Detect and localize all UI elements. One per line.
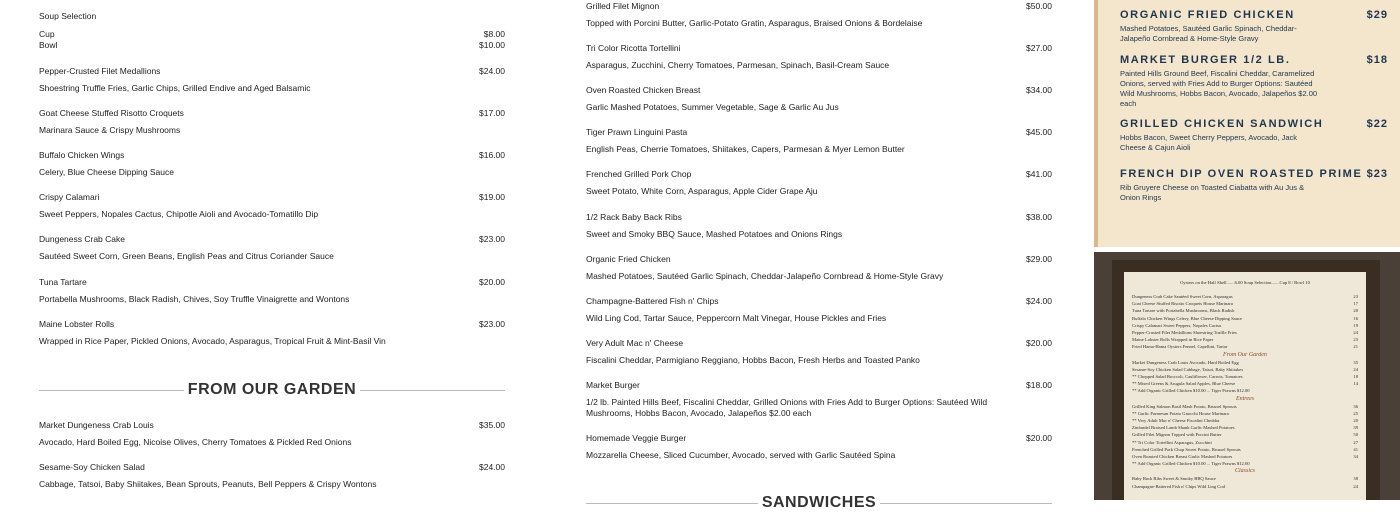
paper-line-text: Pepper-Crusted Filet Medallions Shoestring Truffle Fries: [1132, 330, 1237, 335]
menu-item-name: Very Adult Mac n' Cheese: [586, 337, 684, 348]
menu-item-name: Buffalo Chicken Wings: [39, 150, 125, 161]
paper-line-text: Crispy Calamari Sweet Peppers, Nopales Cactus: [1132, 322, 1222, 328]
paper-line-text: Buffalo Chicken Wings Celery, Blue Cheese Dipping Sauce: [1132, 315, 1243, 321]
board-item-description: Hobbs Bacon, Sweet Cherry Peppers, Avocado, Jack Cheese & Cajun Aioli: [1120, 133, 1298, 152]
menu-item-price: $19.00: [479, 192, 505, 203]
board-menu-item: [1120, 118, 1388, 153]
paper-line-text: Tuna Tartare with Portabella Mushrooms, Black Radish: [1132, 308, 1235, 314]
paper-menu-line: [1132, 476, 1358, 482]
paper-menu-line: [1132, 425, 1358, 431]
paper-line-price: 21: [1353, 344, 1358, 350]
menu-item-name: Organic Fried Chicken: [586, 253, 671, 264]
menu-item-price: $16.00: [479, 150, 505, 161]
menu-item-description: English Peas, Cherrie Tomatoes, Shiitakes, Capers, Parmesan & Myer Lemon Butter: [586, 144, 905, 155]
paper-menu-line: [1132, 447, 1358, 453]
menu-item-price: $24.00: [479, 66, 505, 76]
paper-menu-line: [1132, 367, 1358, 373]
paper-line-price: 18: [1353, 374, 1358, 379]
menu-item-name: Pepper-Crusted Filet Medallions: [39, 66, 161, 76]
paper-line-text: Sesame-Soy Chicken Salad Cabbage, Tatsoi, Baby Shiitakes: [1132, 366, 1244, 372]
menu-paper: [1124, 272, 1366, 500]
soup-option-name: Bowl: [39, 40, 58, 50]
paper-line-text: ** Chopped Salad Broccoli, Cauliflower, Carrots, Tomatoes: [1132, 374, 1243, 379]
menu-item-name: Homemade Veggie Burger: [586, 433, 687, 443]
paper-line-price: 24: [1353, 366, 1358, 372]
board-item-description: Painted Hills Ground Beef, Fiscalini Cheddar, Caramelized Onions, served with Fries Add to Burger Options: Sautéed Wild Mushrooms, Hobbs Bacon, Avocado, Jalapeños $2.00 each: [1120, 69, 1318, 108]
paper-line-price: 23: [1353, 337, 1358, 343]
menu-item-price: $35.00: [479, 420, 505, 430]
menu-item-description: Portabella Mushrooms, Black Radish, Chives, Soy Truffle Vinaigrette and Wontons: [39, 293, 350, 304]
menu-item-price: $23.00: [479, 234, 505, 245]
menu-item-name: Tuna Tartare: [39, 276, 87, 287]
menu-item-price: $18.00: [1026, 379, 1052, 390]
menu-item-name: Maine Lobster Rolls: [39, 318, 115, 329]
menu-item-price: $20.00: [1026, 337, 1052, 348]
menu-item-name: Grilled Filet Mignon: [586, 1, 660, 11]
section-heading-garden: [39, 381, 505, 401]
paper-menu-line: [1132, 330, 1358, 336]
paper-line-price: 36: [1353, 403, 1358, 409]
paper-line-text: ** Garlic Parmesan Potato Gnocchi House Marinara: [1132, 410, 1229, 416]
paper-menu-line: [1132, 337, 1358, 343]
soup-option-name: Cup: [39, 29, 55, 39]
menu-item-price: $41.00: [1026, 169, 1052, 180]
menu-item-description: Sweet Peppers, Nopales Cactus, Chipotle Aioli and Avocado-Tomatillo Dip: [39, 209, 319, 220]
paper-line-text: ** Tri Color Tortellini Asparagus, Zucchini: [1132, 439, 1212, 445]
menu-item-price: $27.00: [1026, 43, 1052, 54]
paper-line-text: Grilled Filet Mignon Topped with Porcini Butter: [1132, 432, 1222, 438]
paper-menu-line: [1132, 388, 1358, 394]
paper-menu-line: [1132, 374, 1358, 380]
menu-item-name: Sesame-Soy Chicken Salad: [39, 462, 145, 472]
paper-line-text: ** Mixed Greens & Arugula Salad Apples, Blue Cheese: [1132, 381, 1236, 387]
section-heading-sandwiches: [586, 494, 1052, 514]
board-item-name: ORGANIC FRIED CHICKEN: [1120, 9, 1295, 21]
paper-line-price: 14: [1353, 381, 1358, 387]
menu-item-price: $20.00: [479, 276, 505, 287]
paper-line-text: Oven Roasted Chicken Breast Garlic Mashed Potatoes: [1132, 454, 1233, 459]
paper-line-text: Market Dungeness Crab Louis Avocado, Hard Boiled Egg: [1132, 359, 1239, 365]
menu-item-description: Cabbage, Tatsoi, Baby Shiitakes, Bean Sprouts, Peanuts, Bell Peppers & Crispy Wontons: [39, 479, 377, 489]
paper-line-price: 25: [1353, 410, 1358, 416]
paper-menu-line: [1132, 381, 1358, 387]
paper-section-garden: From Our Garden: [1223, 351, 1267, 358]
menu-item-description: Sweet Potato, White Corn, Asparagus, Apple Cider Grape Aju: [586, 186, 818, 197]
paper-line-price: 27: [1353, 439, 1358, 445]
board-item-description: Rib Gruyere Cheese on Toasted Ciabatta with Au Jus & Onion Rings: [1120, 183, 1305, 202]
paper-line-text: Goat Cheese Stuffed Risotto Croquets House Marinara: [1132, 301, 1233, 307]
menu-item-description: 1/2 lb. Painted Hills Beef, Fiscalini Cheddar, Grilled Onions with Fries Add to Burger Options: Sautéed Wild Mushrooms, Hobbs Bacon, Avocado, Jalapeños $2.00 each: [586, 396, 988, 418]
paper-line-text: ** Add Organic Grilled Chicken $10.00 ... Tiger Prawns $12.00: [1132, 388, 1250, 394]
paper-line-text: ** Add Organic Grilled Chicken $10.00 ... Tiger Prawns $12.00: [1132, 461, 1250, 467]
paper-menu-line: [1132, 344, 1358, 350]
paper-line-price: 35: [1353, 359, 1358, 365]
board-menu-item: [1120, 168, 1388, 203]
board-item-price: $22: [1366, 118, 1388, 130]
paper-menu-line: [1132, 432, 1358, 438]
paper-line-price: 19: [1353, 322, 1358, 328]
garden-heading-text: FROM OUR GARDEN: [184, 381, 360, 398]
menu-item-price: $17.00: [479, 108, 505, 119]
paper-line-text: Fried Hama-Hama Oysters Fennel, Capellini, Tartar: [1132, 344, 1228, 350]
menu-item-price: $38.00: [1026, 211, 1052, 222]
menu-item-price: $45.00: [1026, 127, 1052, 138]
board-item-name: FRENCH DIP OVEN ROASTED PRIME: [1120, 168, 1363, 180]
paper-line-text: ** Very Adult Mac n' Cheese Fiscalini Cheddar: [1132, 418, 1220, 423]
board-item-price: $29: [1366, 9, 1388, 21]
menu-item-description: Marinara Sauce & Crispy Mushrooms: [39, 125, 181, 136]
menu-item-name: Dungeness Crab Cake: [39, 234, 125, 245]
menu-item-description: Sautéed Sweet Corn, Green Beans, English Peas and Citrus Coriander Sauce: [39, 251, 334, 262]
menu-item-description: Fiscalini Cheddar, Parmigiano Reggiano, Hobbs Bacon, Fresh Herbs and Toasted Panko: [586, 354, 920, 365]
menu-item-price: $50.00: [1026, 1, 1052, 11]
board-menu-item: [1120, 9, 1388, 44]
board-menu-item: [1120, 54, 1388, 109]
paper-line-price: 50: [1353, 432, 1358, 438]
paper-line-price: 16: [1353, 315, 1358, 321]
board-item-price: $23: [1366, 168, 1388, 180]
menu-item-name: Market Burger: [586, 379, 640, 390]
menu-item-price: $23.00: [479, 318, 505, 329]
menu-item-description: Wrapped in Rice Paper, Pickled Onions, Avocado, Asparagus, Tropical Fruit & Mint-Basil Vin: [39, 335, 386, 346]
menu-item-description: Garlic Mashed Potatoes, Summer Vegetable, Sage & Garlic Au Jus: [586, 102, 839, 113]
paper-menu-line: [1132, 323, 1358, 329]
paper-line-price: 34: [1353, 454, 1358, 459]
paper-line-text: Frenched Grilled Pork Chop Sweet Potato, Brussel Sprouts: [1132, 446, 1241, 452]
paper-menu-line: [1132, 404, 1358, 410]
paper-menu-line: [1132, 308, 1358, 314]
menu-item-description: Mashed Potatoes, Sautéed Garlic Spinach, Cheddar-Jalapeño Cornbread & Home-Style Gravy: [586, 270, 944, 281]
printed-menu-photo: [1094, 252, 1400, 500]
paper-menu-line: [1132, 461, 1358, 467]
board-item-price: $18: [1366, 54, 1388, 66]
menu-item-description: Avocado, Hard Boiled Egg, Nicoise Olives, Cherry Tomatoes & Pickled Red Onions: [39, 437, 352, 447]
menu-item-price: $24.00: [479, 462, 505, 472]
paper-line-text: Zinfandel Braised Lamb Shank Garlic Mashed Potatoes: [1132, 425, 1235, 431]
paper-line-text: Grilled King Salmon Basil Mash Potato, Brussel Sprouts: [1132, 403, 1237, 409]
paper-menu-line: [1132, 418, 1358, 424]
board-item-description: Mashed Potatoes, Sautéed Garlic Spinach, Cheddar-Jalapeño Cornbread & Home-Style Gravy: [1120, 24, 1297, 43]
paper-menu-line: [1132, 484, 1358, 490]
menu-item-description: Asparagus, Zucchini, Cherry Tomatoes, Parmesan, Spinach, Basil-Cream Sauce: [586, 60, 890, 71]
menu-item-name: Goat Cheese Stuffed Risotto Croquets: [39, 108, 184, 119]
paper-line-price: 24: [1353, 330, 1358, 335]
paper-line-price: 39: [1353, 425, 1358, 431]
sandwiches-heading-text: SANDWICHES: [758, 494, 880, 511]
menu-item-name: Oven Roasted Chicken Breast: [586, 85, 701, 96]
paper-line-price: 23: [1353, 294, 1358, 299]
menu-item-name: Tri Color Ricotta Tortellini: [586, 43, 681, 54]
board-item-name: GRILLED CHICKEN SANDWICH: [1120, 118, 1324, 130]
soup-option-price: $10.00: [479, 40, 505, 50]
menu-item-name: Frenched Grilled Pork Chop: [586, 169, 692, 180]
menu-item-name: Market Dungeness Crab Louis: [39, 420, 154, 430]
paper-line-text: Champagne-Battered Fish n' Chips Wild Ling Cod: [1132, 483, 1225, 489]
menu-item-name: Champagne-Battered Fish n' Chips: [586, 295, 719, 306]
menu-paper-header: Oysters on the Half Shell.......6.00 Soup Selection.......Cup 8 / Bowl 10: [1180, 280, 1310, 285]
paper-line-text: Maine Lobster Rolls Wrapped in Rice Paper: [1132, 337, 1214, 343]
paper-menu-line: [1132, 360, 1358, 366]
menu-item-price: $34.00: [1026, 85, 1052, 96]
paper-line-price: 38: [1353, 476, 1358, 482]
menu-item-description: Mozzarella Cheese, Sliced Cucumber, Avocado, served with Garlic Sautéed Spina: [586, 450, 896, 460]
menu-item-description: Topped with Porcini Butter, Garlic-Potato Gratin, Asparagus, Braised Onions & Bordelaise: [586, 18, 923, 28]
paper-menu-line: [1132, 316, 1358, 322]
paper-line-price: 24: [1353, 483, 1358, 489]
paper-menu-line: [1132, 440, 1358, 446]
menu-item-name: Tiger Prawn Linguini Pasta: [586, 127, 688, 138]
soup-selection-title: Soup Selection: [39, 11, 97, 21]
paper-menu-line: [1132, 294, 1358, 300]
menu-item-description: Celery, Blue Cheese Dipping Sauce: [39, 167, 174, 178]
board-item-name: MARKET BURGER 1/2 LB.: [1120, 54, 1291, 66]
paper-section-entrees: Entrees: [1235, 395, 1255, 402]
paper-line-text: Dungeness Crab Cake Sautéed Sweet Corn, Asparagus: [1132, 294, 1233, 299]
menu-item-price: $29.00: [1026, 253, 1052, 264]
paper-line-price: 20: [1353, 418, 1358, 423]
paper-line-price: 41: [1353, 446, 1358, 452]
paper-menu-line: [1132, 301, 1358, 307]
menu-item-description: Shoestring Truffle Fries, Garlic Chips, Grilled Endive and Aged Balsamic: [39, 83, 311, 93]
menu-board-photo: [1094, 0, 1400, 247]
paper-line-text: Baby Back Ribs Sweet & Smoky BBQ Sauce: [1132, 476, 1216, 482]
menu-item-description: Sweet and Smoky BBQ Sauce, Mashed Potatoes and Onions Rings: [586, 228, 843, 239]
menu-item-name: Crispy Calamari: [39, 192, 100, 203]
paper-menu-line: [1132, 411, 1358, 417]
paper-section-classics: Classics: [1234, 468, 1255, 475]
paper-line-price: 20: [1353, 308, 1358, 314]
menu-item-description: Wild Ling Cod, Tartar Sauce, Peppercorn Malt Vinegar, House Pickles and Fries: [586, 312, 887, 323]
menu-item-price: $24.00: [1026, 295, 1052, 306]
paper-line-price: 17: [1353, 301, 1358, 307]
menu-item-name: 1/2 Rack Baby Back Ribs: [586, 211, 682, 222]
paper-menu-line: [1132, 454, 1358, 460]
menu-item-price: $20.00: [1026, 433, 1052, 443]
soup-option-price: $8.00: [483, 29, 505, 39]
